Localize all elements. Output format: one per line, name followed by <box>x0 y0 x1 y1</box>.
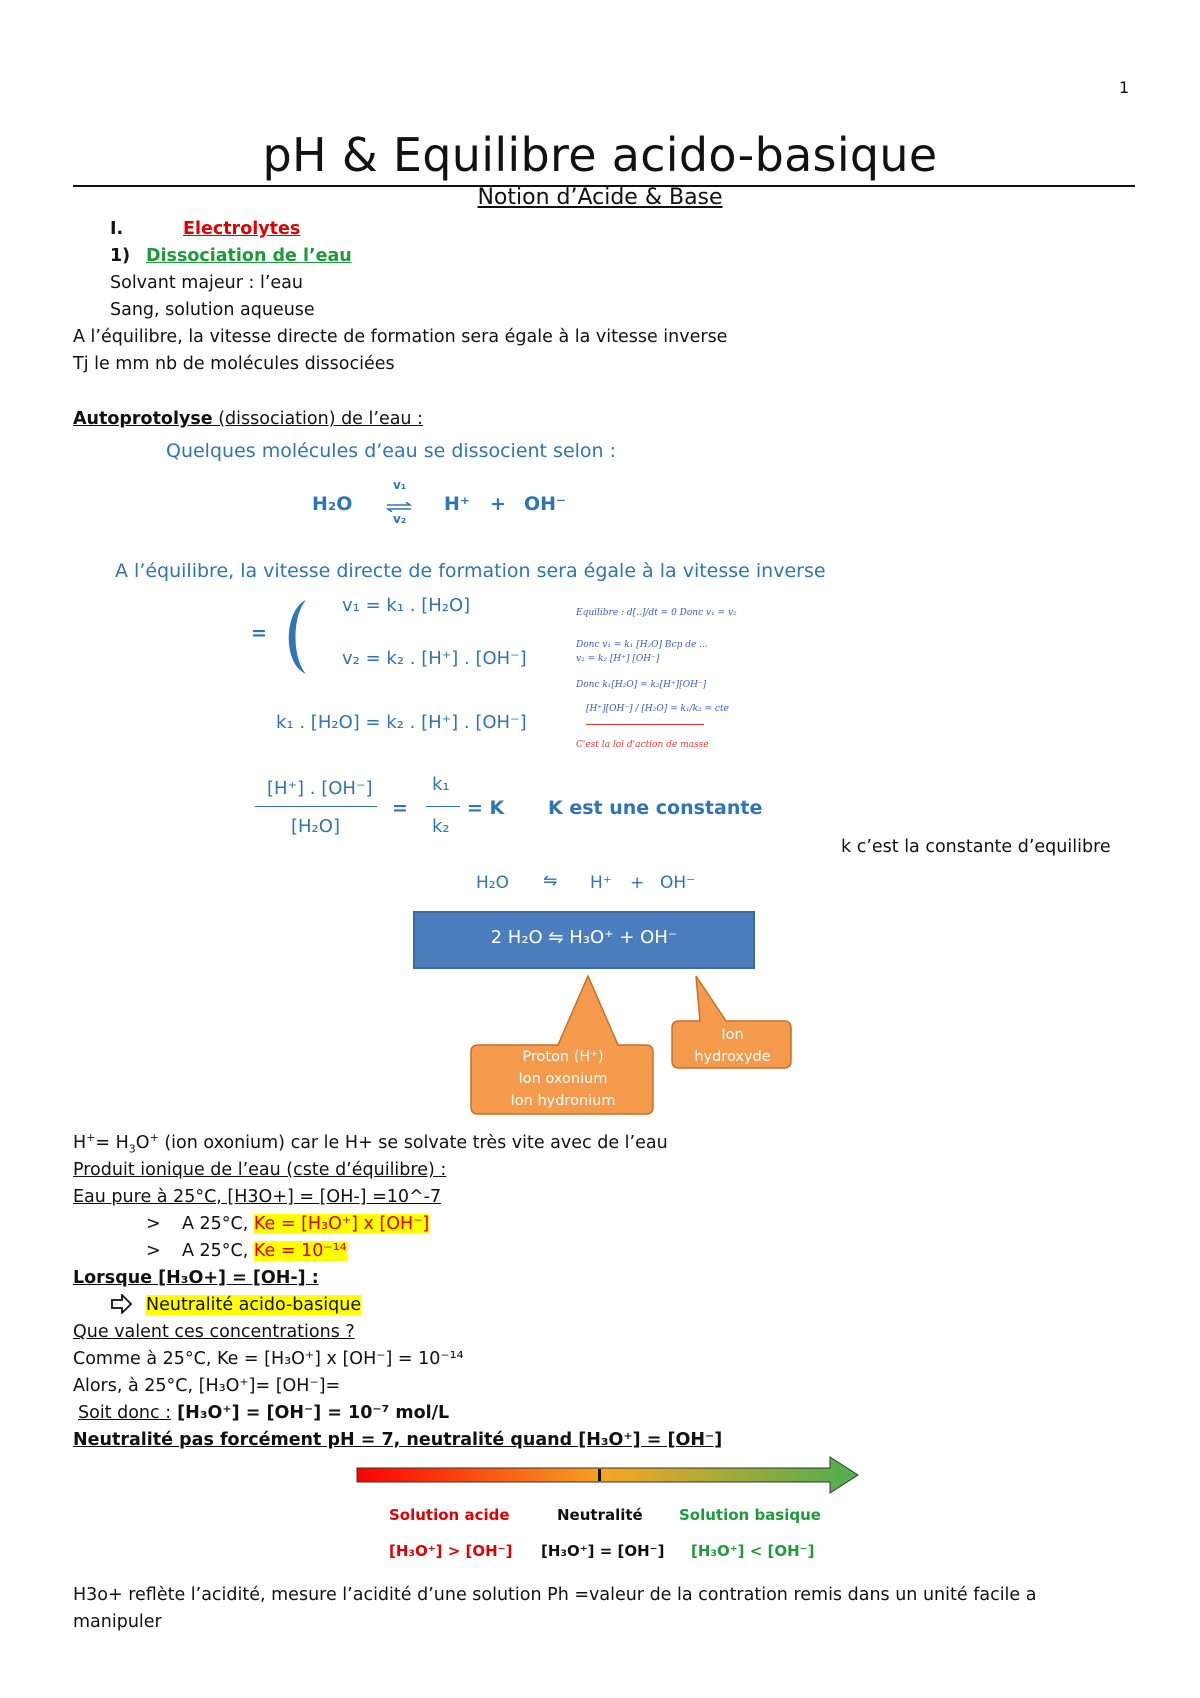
footer-line: H3o+ reflète l’acidité, mesure l’acidité d’une solution Ph =valeur de la contration remis dans un unité facile a <box>73 1585 1037 1605</box>
h2o-h-plus: H⁺ <box>590 873 612 893</box>
figure-equal-sign: = <box>251 622 267 644</box>
section-title: Electrolytes <box>183 219 301 239</box>
figure-equilibre: A l’équilibre, la vitesse directe de formation sera égale à la vitesse inverse <box>115 560 826 582</box>
alors-line: Alors, à 25°C, [H₃O⁺]= [OH⁻]= <box>73 1376 341 1396</box>
equilibrium-arrow-icon <box>386 497 412 507</box>
figure-heading: Quelques molécules d’eau se dissocient selon : <box>166 440 617 462</box>
subsection-title: Dissociation de l’eau <box>146 246 352 266</box>
v2-equation: v₂ = k₂ . [H⁺] . [OH⁻] <box>342 648 527 669</box>
autoprotolyse-heading: Autoprotolyse (dissociation) de l’eau : <box>73 409 423 429</box>
text-line: Solvant majeur : l’eau <box>110 273 303 293</box>
section-number: I. <box>110 219 124 239</box>
v1-label: v₁ <box>393 478 407 492</box>
fraction-denominator: [H₂O] <box>291 816 340 837</box>
page-number: 1 <box>1119 78 1130 97</box>
scale-basic-eq: [H₃O⁺] < [OH⁻] <box>691 1542 815 1560</box>
k1-numerator: k₁ <box>432 774 450 795</box>
eq-plus: + <box>490 493 506 515</box>
comme-line: Comme à 25°C, Ke = [H₃O⁺] x [OH⁻] = 10⁻¹⁴ <box>73 1349 464 1369</box>
eq-oh-minus: OH⁻ <box>524 493 567 515</box>
text-line: A l’équilibre, la vitesse directe de formation sera égale à la vitesse inverse <box>73 327 728 347</box>
k2-denominator: k₂ <box>432 816 450 837</box>
text-line: Tj le mm nb de molécules dissociées <box>73 354 395 374</box>
produit-ionique: Produit ionique de l’eau (cste d’équilibre) : <box>73 1160 447 1180</box>
page-subtitle: Notion d’Acide & Base <box>477 185 723 210</box>
text-line: Sang, solution aqueuse <box>110 300 315 320</box>
footer-line: manipuler <box>73 1612 162 1632</box>
scale-neutral-eq: [H₃O⁺] = [OH⁻] <box>541 1542 665 1560</box>
bullet-1: > A 25°C, Ke = [H₃O⁺] x [OH⁻] <box>146 1214 430 1234</box>
ph-scale-arrow <box>355 1454 860 1496</box>
neutralite-ph: Neutralité pas forcément pH = 7, neutralité quand [H₃O⁺] = [OH⁻] <box>73 1430 723 1450</box>
k-fraction-bar <box>426 806 460 807</box>
v2-label: v₂ <box>393 512 407 526</box>
K-constant-label: K est une constante <box>548 797 763 819</box>
h2o-arrow: ⇋ <box>543 871 558 891</box>
k-equation: k₁ . [H₂O] = k₂ . [H⁺] . [OH⁻] <box>276 712 527 733</box>
callout-proton: Proton (H⁺) Ion oxonium Ion hydronium <box>510 1049 616 1109</box>
chevron-right-icon: > <box>146 1214 161 1234</box>
k-note: k c’est la constante d’equilibre <box>841 837 1111 857</box>
scale-basic-label: Solution basique <box>679 1506 821 1524</box>
fraction-bar <box>255 806 377 807</box>
eq-h2o: H₂O <box>312 493 353 515</box>
h2o-oh-minus: OH⁻ <box>660 873 696 893</box>
v1-equation: v₁ = k₁ . [H₂O] <box>342 595 471 616</box>
chevron-right-icon: > <box>146 1241 161 1261</box>
scale-acid-eq: [H₃O⁺] > [OH⁻] <box>389 1542 513 1560</box>
eau-pure: Eau pure à 25°C, [H3O+] = [OH-] =10^-7 <box>73 1187 442 1207</box>
fraction-equal: = <box>392 797 408 819</box>
text-line-oxonium: $H^+= H_3O^+$ (ion oxonium) car le H+ se solvate très vite avec de l’eau <box>73 1131 668 1156</box>
fraction-numerator: [H⁺] . [OH⁻] <box>267 778 373 799</box>
equation-box-text: 2 H₂O ⇋ H₃O⁺ + OH⁻ <box>490 927 678 948</box>
neutralite-line: Neutralité acido-basique <box>110 1295 361 1315</box>
lorsque-line: Lorsque [H₃O+] = [OH-] : <box>73 1268 319 1288</box>
h2o-left: H₂O <box>476 873 509 893</box>
eq-h-plus: H⁺ <box>444 493 470 515</box>
callout-hydroxyde: Ion hydroxyde <box>694 1027 771 1065</box>
page-title: pH & Equilibre acido-basique <box>262 128 938 182</box>
bullet-2: > A 25°C, Ke = 10⁻¹⁴ <box>146 1241 347 1261</box>
brace-icon <box>278 598 308 676</box>
scale-acid-label: Solution acide <box>389 1506 510 1524</box>
que-valent: Que valent ces concentrations ? <box>73 1322 355 1342</box>
handwritten-notes: Equilibre : d[..]/dt = 0 Donc v₁ = v₂ Donc v₁ = k₁ [H₂O] Bcp de ... v₂ = k₂ [H⁺] [OH⁻] Donc k₁[H₂O] = k₂[H⁺][OH⁻] [H⁺][OH⁻] / [H₂O] = k₁/k₂ = cte C'est la loi d'action de masse <box>576 608 737 750</box>
h2o-plus: + <box>630 873 645 893</box>
subsection-number: 1) <box>110 246 131 266</box>
soit-line: Soit donc : [H₃O⁺] = [OH⁻] = 10⁻⁷ mol/L <box>78 1403 450 1423</box>
equals-K: = K <box>467 797 505 819</box>
scale-neutral-label: Neutralité <box>557 1506 643 1524</box>
arrow-right-icon <box>110 1294 132 1319</box>
